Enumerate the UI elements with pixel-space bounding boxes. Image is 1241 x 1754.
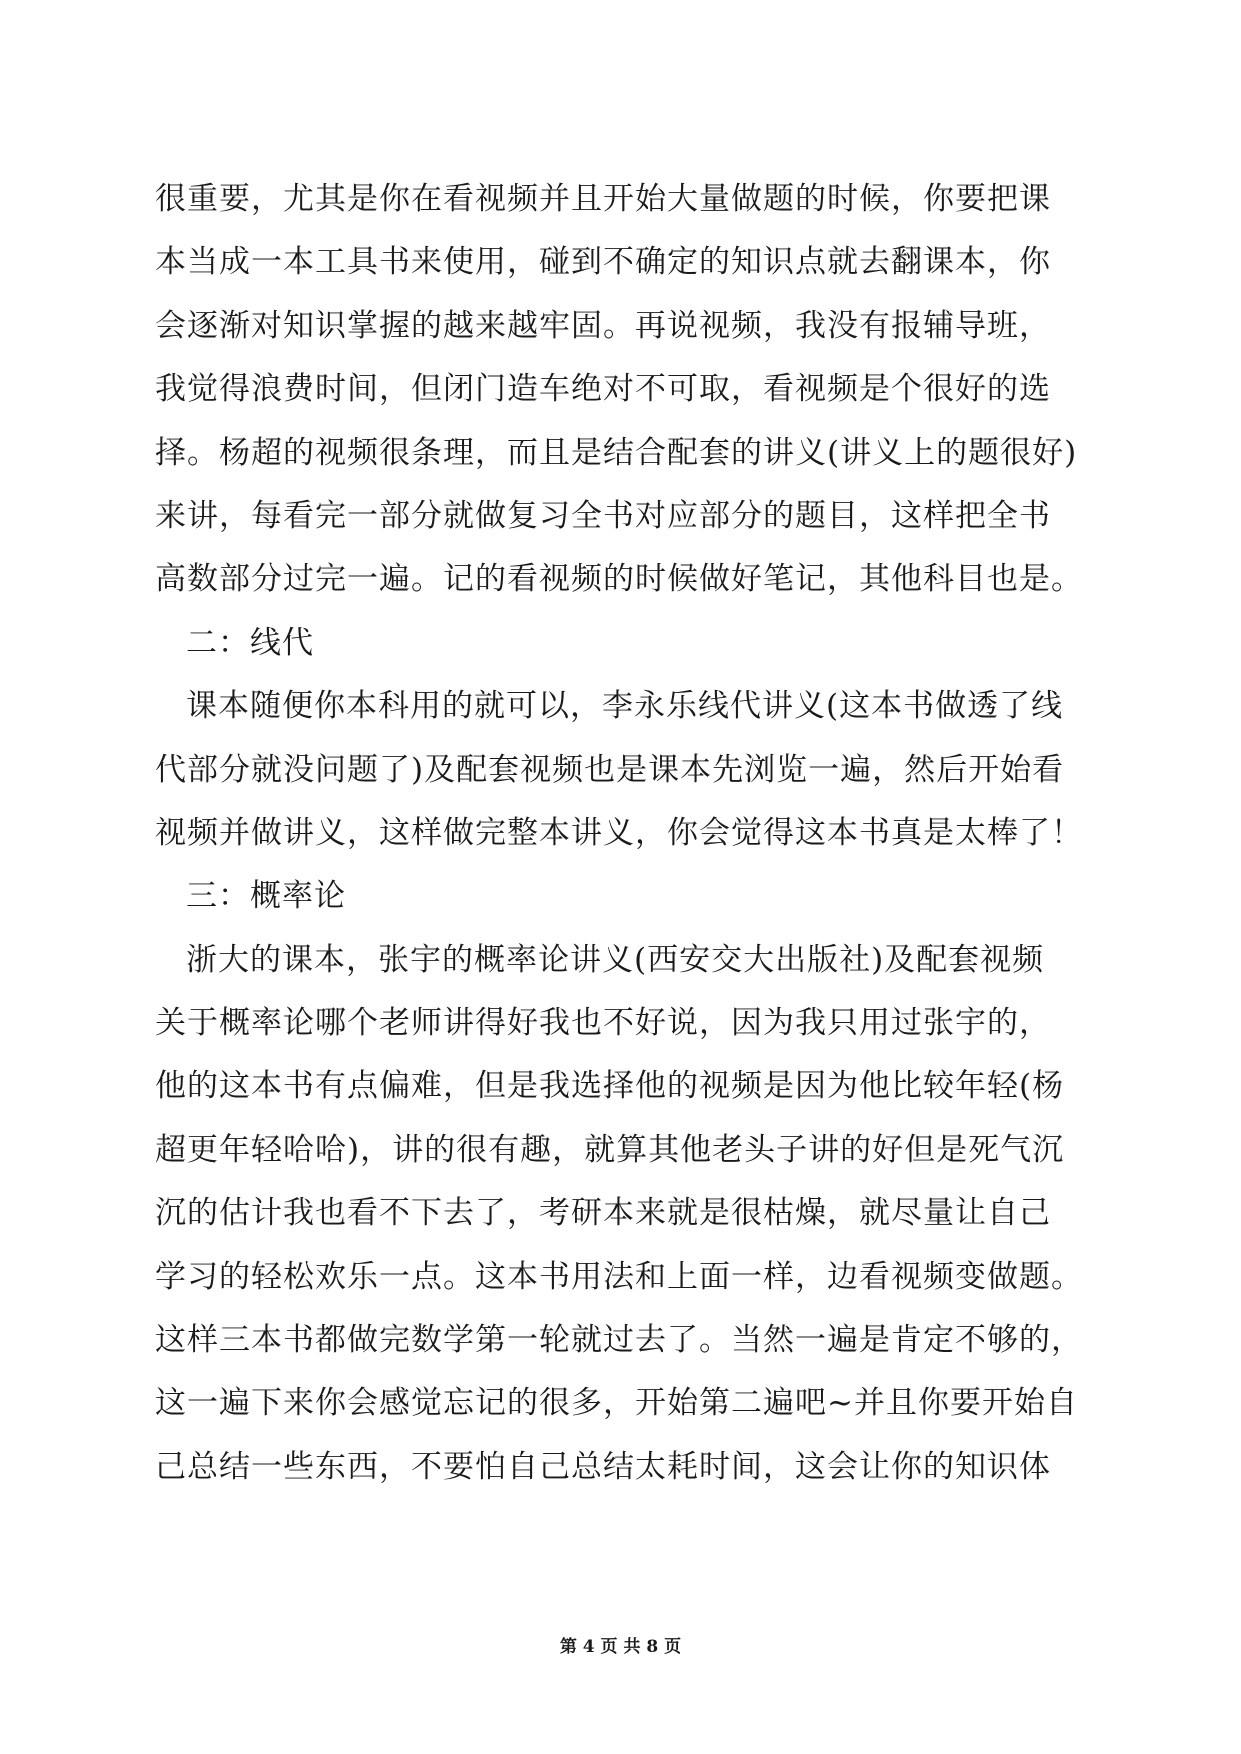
- text-line: 本当成一本工具书来使用，碰到不确定的知识点就去翻课本，你: [155, 244, 1051, 281]
- text-line: 会逐渐对知识掌握的越来越牢固。再说视频，我没有报辅导班，: [155, 307, 1051, 344]
- section-heading-linear-algebra: 二：线代: [186, 624, 314, 661]
- text-line: 课本随便你本科用的就可以，李永乐线代讲义(这本书做透了线: [186, 688, 1064, 725]
- text-line: 这一遍下来你会感觉忘记的很多，开始第二遍吧~并且你要开始自: [155, 1385, 1078, 1422]
- section-heading-probability: 三：概率论: [186, 878, 346, 915]
- text-line: 视频并做讲义，这样做完整本讲义，你会觉得这本书真是太棒了！: [155, 814, 1083, 851]
- text-line: 这样三本书都做完数学第一轮就过去了。当然一遍是肯定不够的，: [155, 1322, 1083, 1359]
- text-line: 高数部分过完一遍。记的看视频的时候做好笔记，其他科目也是。: [155, 561, 1083, 598]
- text-line: 浙大的课本，张宇的概率论讲义(西安交大出版社)及配套视频: [186, 941, 1045, 978]
- text-line: 沉的估计我也看不下去了，考研本来就是很枯燥，就尽量让自己: [155, 1195, 1051, 1232]
- page-number-footer: 第 4 页 共 8 页: [559, 1637, 682, 1657]
- document-body: [155, 168, 1095, 1499]
- text-line: 来讲，每看完一部分就做复习全书对应部分的题目，这样把全书: [155, 497, 1051, 534]
- text-line: 他的这本书有点偏难，但是我选择他的视频是因为他比较年轻(杨: [155, 1068, 1065, 1105]
- text-line: 关于概率论哪个老师讲得好我也不好说，因为我只用过张宇的，: [155, 1005, 1051, 1042]
- text-line: 超更年轻哈哈)，讲的很有趣，就算其他老头子讲的好但是死气沉: [155, 1131, 1065, 1168]
- text-line: 择。杨超的视频很条理，而且是结合配套的讲义(讲义上的题很好): [155, 434, 1078, 471]
- text-line: 很重要，尤其是你在看视频并且开始大量做题的时候，你要把课: [155, 181, 1051, 217]
- text-line: 学习的轻松欢乐一点。这本书用法和上面一样，边看视频变做题。: [155, 1258, 1083, 1295]
- text-line: 代部分就没问题了)及配套视频也是课本先浏览一遍，然后开始看: [155, 751, 1065, 788]
- text-line: 我觉得浪费时间，但闭门造车绝对不可取，看视频是个很好的选: [155, 371, 1051, 408]
- text-line: 己总结一些东西，不要怕自己总结太耗时间，这会让你的知识体: [155, 1448, 1051, 1485]
